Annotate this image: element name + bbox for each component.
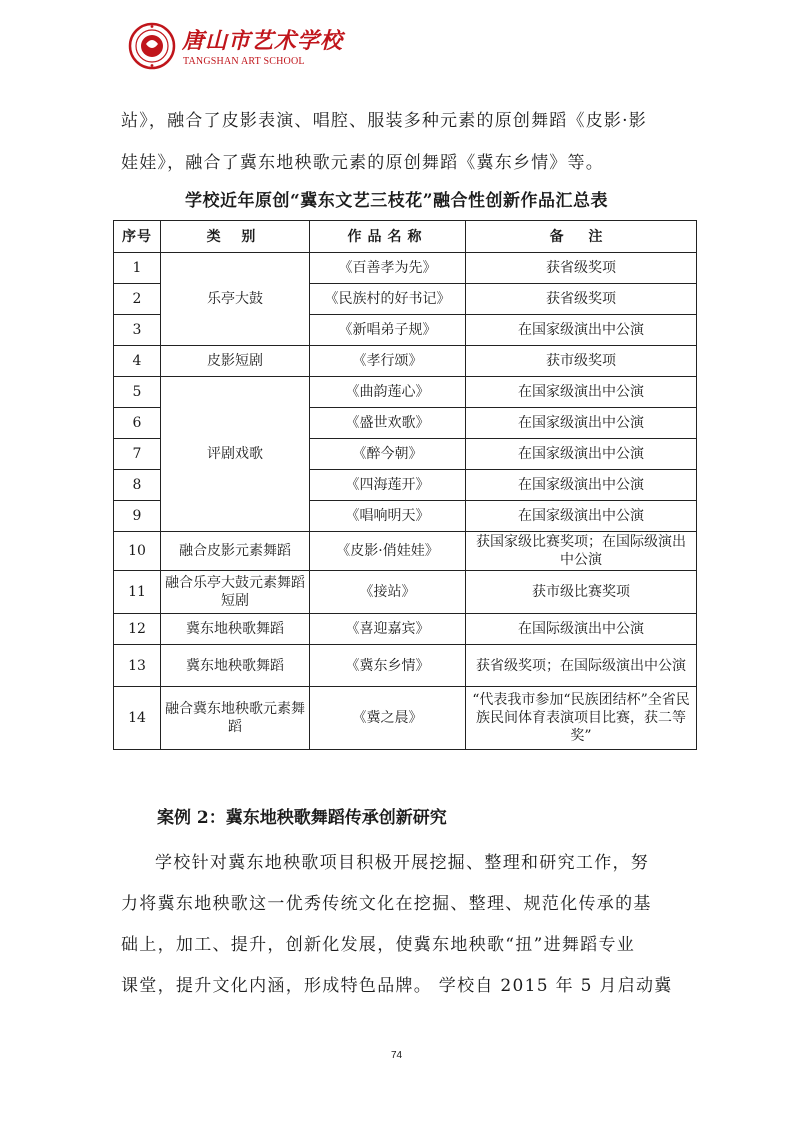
cell-name: 《唱响明天》 (310, 501, 466, 532)
school-name-cn: 唐山市艺术学校 (182, 28, 344, 54)
cell-note: 获省级奖项；在国际级演出中公演 (466, 645, 697, 687)
cell-no: 13 (114, 645, 161, 687)
cell-no: 3 (114, 315, 161, 346)
cell-note: 在国家级演出中公演 (466, 501, 697, 532)
body-line-4: 课堂，提升文化内涵，形成特色品牌。 学校自 2015 年 5 月启动冀 (121, 976, 673, 996)
page-header (128, 22, 368, 72)
table-row (114, 253, 697, 284)
table-row (114, 614, 697, 645)
cell-category: 融合乐亭大鼓元素舞蹈短剧 (161, 571, 310, 614)
cell-category: 冀东地秧歌舞蹈 (161, 645, 310, 687)
table-header-row (114, 221, 697, 253)
cell-note: 获省级奖项 (466, 253, 697, 284)
body-line-3: 础上，加工、提升，创新化发展，使冀东地秧歌“扭”进舞蹈专业 (121, 935, 636, 955)
cell-no: 10 (114, 532, 161, 571)
table-row (114, 377, 697, 408)
header-note: 备 注 (466, 221, 697, 253)
table-row (114, 571, 697, 614)
table-row (114, 346, 697, 377)
cell-category: 乐亭大鼓 (161, 253, 310, 346)
cell-name: 《喜迎嘉宾》 (310, 614, 466, 645)
cell-name: 《冀之晨》 (310, 687, 466, 750)
cell-name: 《冀东乡情》 (310, 645, 466, 687)
cell-name: 《皮影·俏娃娃》 (310, 532, 466, 571)
cell-category: 融合皮影元素舞蹈 (161, 532, 310, 571)
body-line-2: 力将冀东地秧歌这一优秀传统文化在挖掘、整理、规范化传承的基 (121, 894, 652, 914)
table-title: 学校近年原创“冀东文艺三枝花”融合性创新作品汇总表 (184, 191, 609, 211)
table-row (114, 687, 697, 750)
cell-name: 《接站》 (310, 571, 466, 614)
cell-no: 1 (114, 253, 161, 284)
cell-category: 评剧戏歌 (161, 377, 310, 532)
cell-no: 14 (114, 687, 161, 750)
cell-note: “代表我市参加“民族团结杯”全省民族民间体育表演项目比赛，获二等奖” (466, 687, 697, 750)
cell-category: 融合冀东地秧歌元素舞蹈 (161, 687, 310, 750)
cell-note: 在国家级演出中公演 (466, 439, 697, 470)
cell-no: 9 (114, 501, 161, 532)
table-row (114, 532, 697, 571)
intro-line-1: 站》，融合了皮影表演、唱腔、服装多种元素的原创舞蹈《皮影·影 (121, 111, 647, 131)
cell-note: 获省级奖项 (466, 284, 697, 315)
section-heading: 案例 2：冀东地秧歌舞蹈传承创新研究 (157, 808, 447, 828)
header-name: 作品名称 (310, 221, 466, 253)
cell-category: 皮影短剧 (161, 346, 310, 377)
cell-name: 《新唱弟子规》 (310, 315, 466, 346)
school-name-en: TANGSHAN ART SCHOOL (183, 56, 305, 67)
page-number: 74 (390, 1050, 403, 1061)
cell-note: 获市级奖项 (466, 346, 697, 377)
cell-name: 《盛世欢歌》 (310, 408, 466, 439)
cell-no: 8 (114, 470, 161, 501)
cell-no: 11 (114, 571, 161, 614)
cell-no: 2 (114, 284, 161, 315)
cell-no: 6 (114, 408, 161, 439)
cell-name: 《曲韵莲心》 (310, 377, 466, 408)
works-table (113, 220, 697, 750)
header-category: 类 别 (161, 221, 310, 253)
cell-category: 冀东地秧歌舞蹈 (161, 614, 310, 645)
cell-name: 《孝行颂》 (310, 346, 466, 377)
cell-note: 在国家级演出中公演 (466, 377, 697, 408)
cell-note: 获国家级比赛奖项；在国际级演出中公演 (466, 532, 697, 571)
cell-name: 《民族村的好书记》 (310, 284, 466, 315)
intro-line-2: 娃娃》，融合了冀东地秧歌元素的原创舞蹈《冀东乡情》等。 (121, 153, 604, 173)
cell-no: 4 (114, 346, 161, 377)
school-seal-logo (128, 22, 176, 70)
cell-note: 在国家级演出中公演 (466, 315, 697, 346)
body-line-1: 学校针对冀东地秧歌项目积极开展挖掘、整理和研究工作，努 (155, 853, 650, 873)
cell-note: 在国家级演出中公演 (466, 470, 697, 501)
cell-no: 5 (114, 377, 161, 408)
cell-note: 在国际级演出中公演 (466, 614, 697, 645)
cell-no: 12 (114, 614, 161, 645)
table-row (114, 645, 697, 687)
cell-name: 《百善孝为先》 (310, 253, 466, 284)
cell-no: 7 (114, 439, 161, 470)
cell-name: 《醉今朝》 (310, 439, 466, 470)
cell-note: 获市级比赛奖项 (466, 571, 697, 614)
cell-name: 《四海莲开》 (310, 470, 466, 501)
header-no: 序号 (114, 221, 161, 253)
cell-note: 在国家级演出中公演 (466, 408, 697, 439)
